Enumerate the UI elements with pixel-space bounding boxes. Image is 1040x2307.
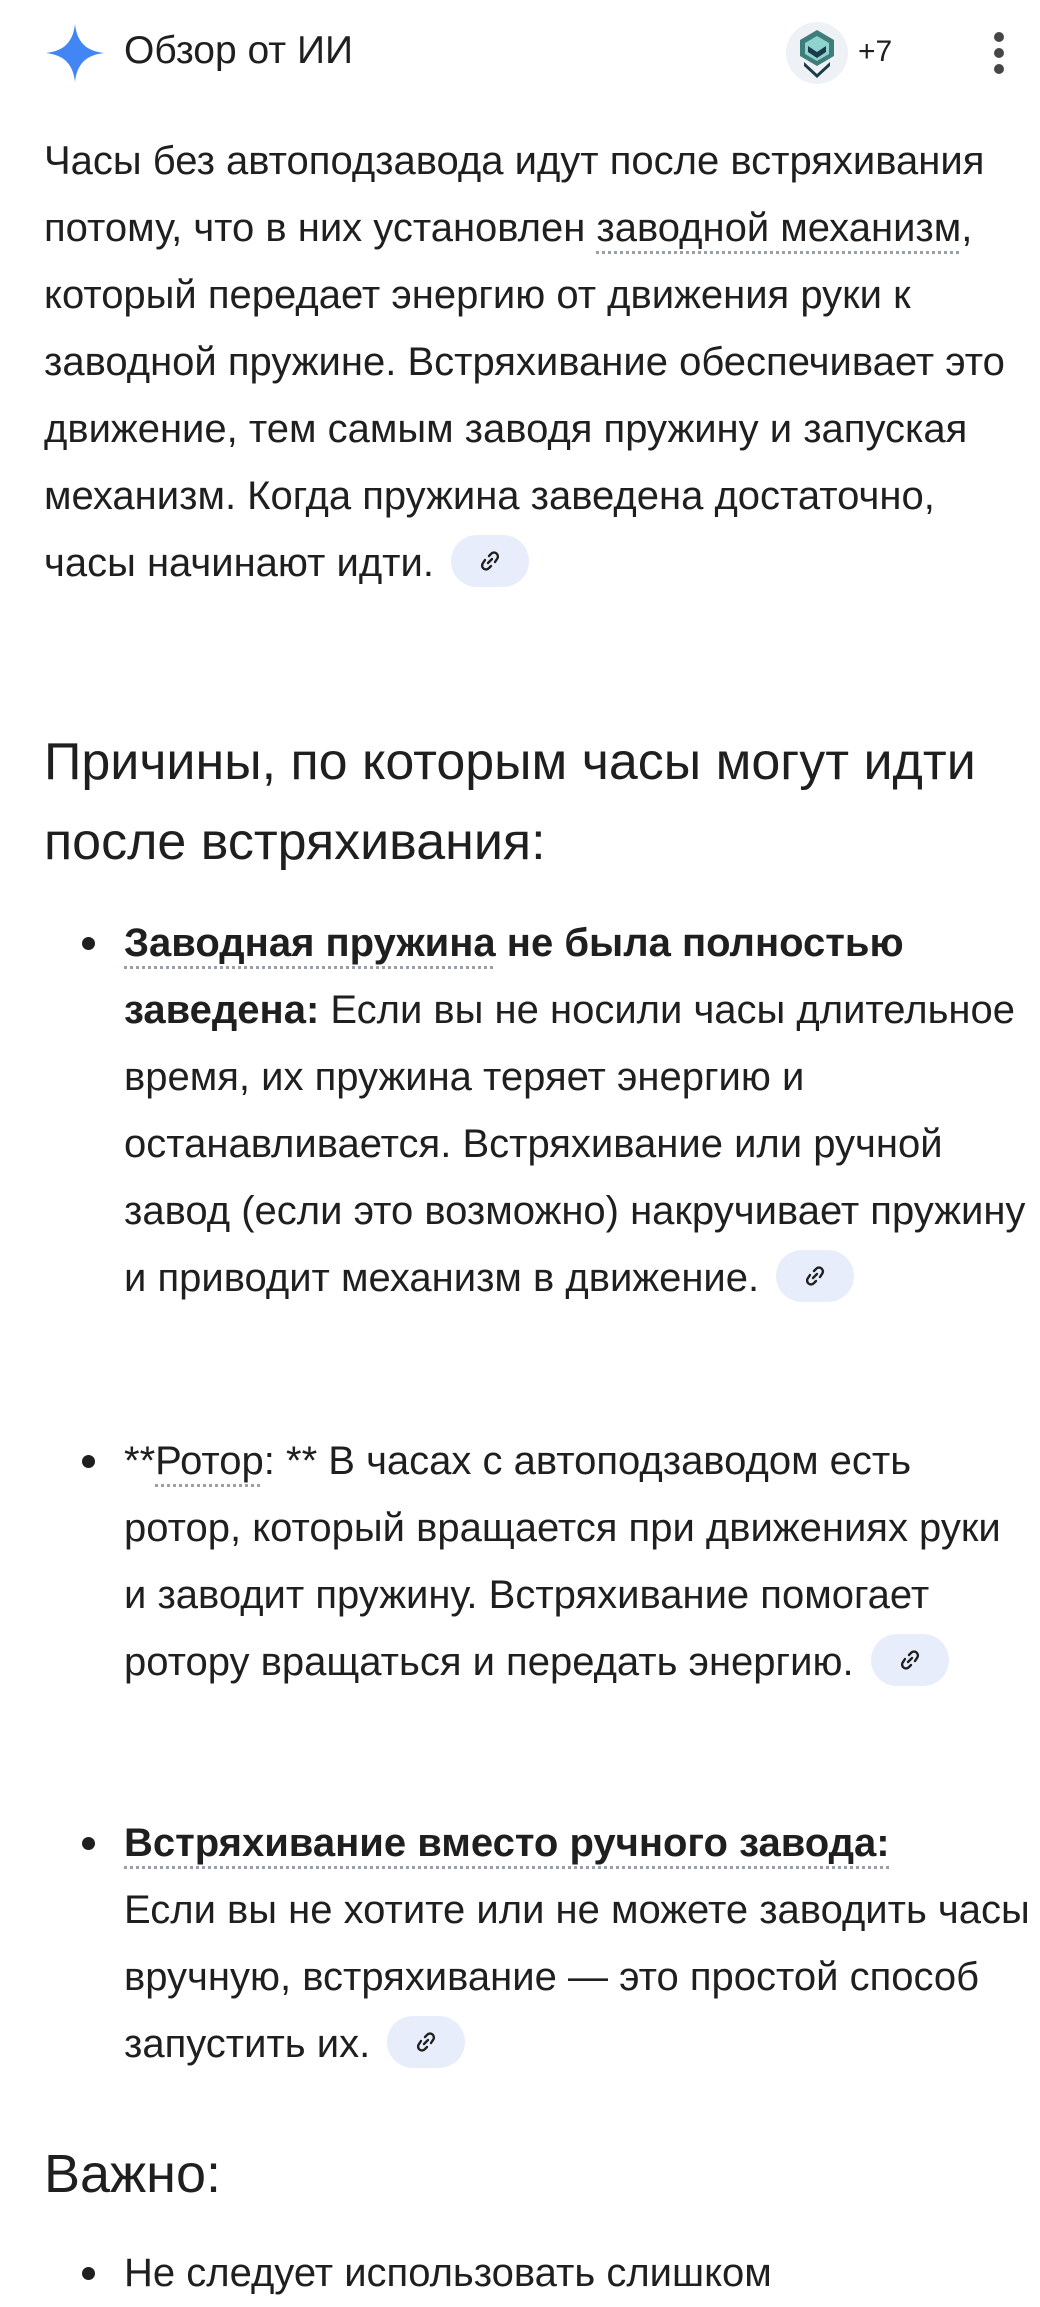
link-icon: [898, 1648, 922, 1672]
glossary-link-rotor[interactable]: Ротор: [155, 1439, 264, 1483]
link-icon: [803, 1264, 827, 1288]
list-item: [124, 910, 1030, 1312]
bullet: [82, 1837, 95, 1850]
reason-text: В часах с автоподзаводом есть ротор, который вращается при движениях руки и заводит пружину. Встряхивание помогает ротору вращаться и передать энергию.: [124, 1439, 1001, 1684]
important-heading: Важно:: [44, 2144, 222, 2204]
list-item: [124, 1428, 1030, 1696]
header-title: Обзор от ИИ: [124, 29, 354, 72]
glossary-link-mechanism[interactable]: заводной механизм: [596, 206, 962, 250]
intro-text-start: Часы без автоподзавода идут после встряхивания потому, что в них установлен: [44, 139, 985, 250]
list-item: [124, 2240, 1030, 2307]
source-count[interactable]: +7: [858, 35, 893, 68]
intro-paragraph: [44, 128, 1014, 597]
intro-text-end: , который передает энергию от движения руки к заводной пружине. Встряхивание обеспечивает это движение, тем самым заводя пружину и запуская механизм. Когда пружина заведена достаточно, часы начинают идти.: [44, 206, 1005, 585]
gemini-sparkle-icon: [44, 22, 106, 84]
glossary-link-spring[interactable]: Заводная пружина: [124, 921, 496, 965]
important-text: Не следует использовать слишком: [124, 2251, 772, 2295]
reason-mid: : **: [263, 1439, 318, 1483]
reason-prefix: **: [124, 1439, 156, 1483]
citation-chip[interactable]: [451, 535, 529, 587]
reasons-heading: Причины, по которым часы могут идти после встряхивания:: [44, 733, 976, 871]
more-vert-icon[interactable]: [984, 28, 1014, 78]
citation-chip[interactable]: [387, 2016, 465, 2068]
bullet: [82, 1455, 95, 1468]
list-item: [124, 1810, 1030, 2078]
reason-text: Если вы не носили часы длительное время, их пружина теряет энергию и останавливается. Встряхивание или ручной завод (если это возможно) накручивает пружину и приводит механизм в движение.: [124, 988, 1026, 1300]
reason-text: Если вы не хотите или не можете заводить часы вручную, встряхивание — это простой способ запустить их.: [124, 1888, 1030, 2066]
glossary-link-shaking[interactable]: Встряхивание вместо ручного завода:: [124, 1821, 890, 1865]
citation-chip[interactable]: [871, 1634, 949, 1686]
bullet: [82, 2267, 95, 2280]
source-avatar-icon[interactable]: [786, 22, 848, 84]
link-icon: [414, 2030, 438, 2054]
link-icon: [478, 549, 502, 573]
reason-bold: не была полностью заведена:: [124, 921, 904, 1032]
ai-overview-header: [0, 0, 1040, 104]
bullet: [82, 937, 95, 950]
citation-chip[interactable]: [776, 1250, 854, 1302]
